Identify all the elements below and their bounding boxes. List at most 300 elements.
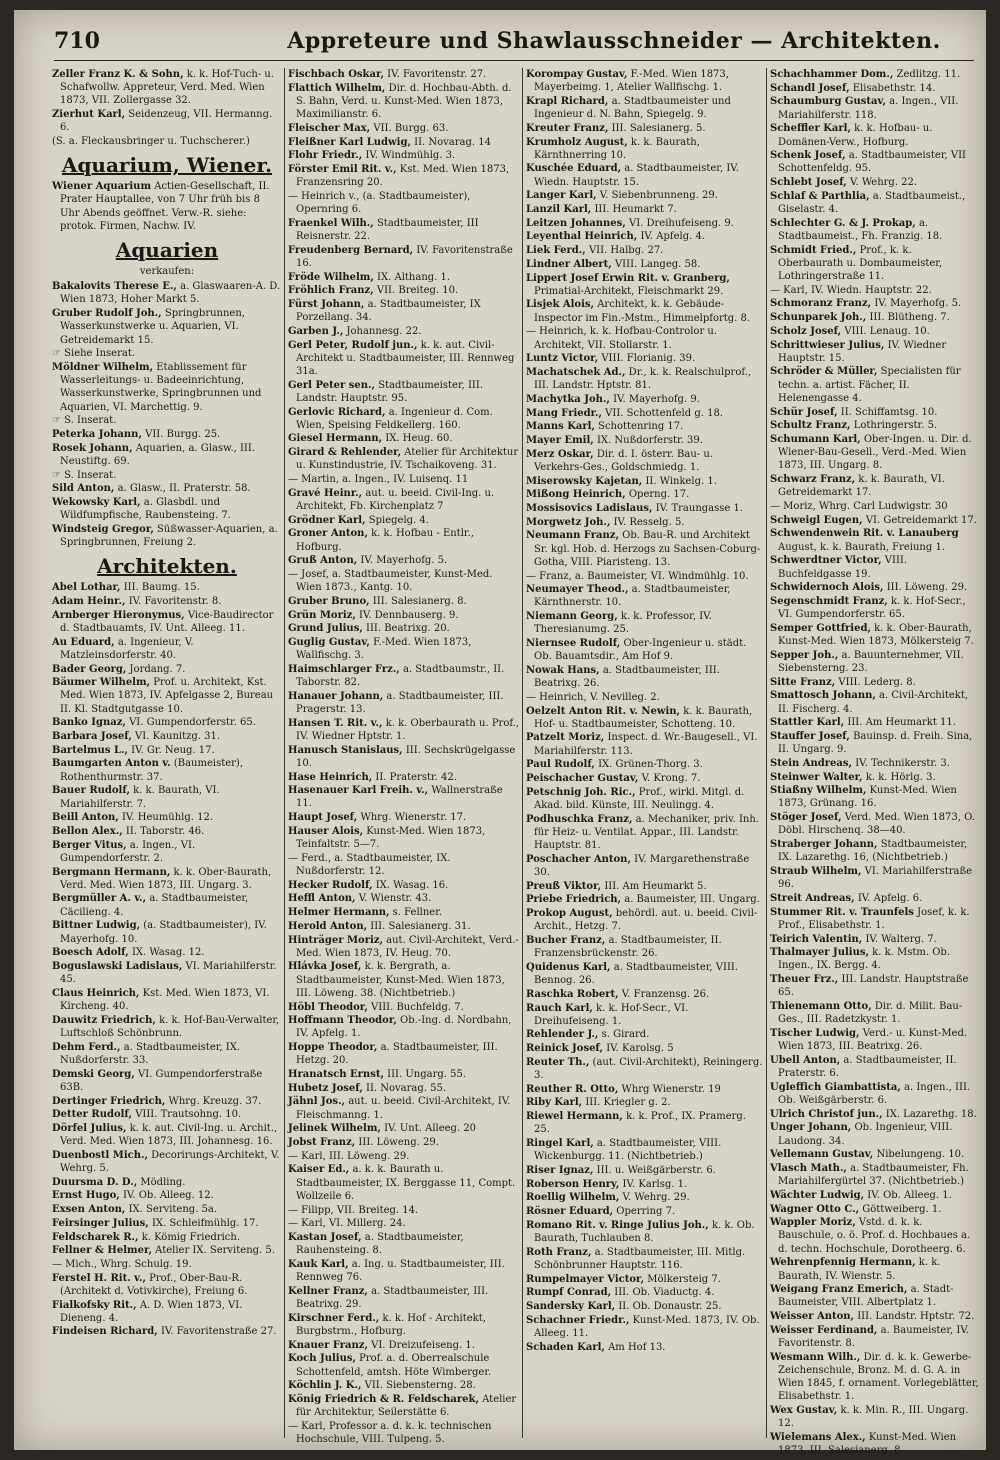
entry-details: VIII. Florianig. 39. [601,353,696,365]
directory-entry [526,1178,764,1191]
entry-name: Thalmayer Julius, [770,947,869,959]
directory-entry [526,1042,764,1055]
directory-entry [52,135,282,148]
entry-details: a. Stadtbaumeist., Giselastr. 4. [778,190,966,216]
entry-name: Kauk Karl, [288,1258,349,1270]
directory-entry [52,1122,282,1148]
entry-details: III. Baumg. 15. [123,582,200,594]
directory-entry [526,813,764,853]
entry-details: k. k. Hof-Tuch- u. Schafwollw. Appreteur, Verd. Med. Wien 1873, VII. Zollergasse 32. [60,69,275,107]
directory-entry [52,716,282,729]
column-divider [522,68,523,1438]
entry-details: VIII. Lenaug. 10. [844,325,930,337]
directory-entry [288,852,520,878]
entry-details: VII. Halbg. 27. [588,245,664,257]
entry-details: VI. Gumpendorferstr. 65. [129,717,256,729]
entry-details: Mölkersteig 7. [647,1273,721,1285]
entry-details: (aut. Civil-Architekt), Reiningerg. 3. [534,1056,763,1082]
entry-name: Ferstel H. Rit. v., [52,1272,146,1284]
directory-entry [52,1299,282,1325]
directory-entry [770,1108,980,1121]
directory-entry [52,1325,282,1338]
entry-details: Dir. d. Milit. Bau-Ges., III. Radetzkystr. 1. [778,1001,963,1026]
entry-name: Rehlender J., [526,1029,599,1041]
entry-name: Schaden Karl, [526,1341,605,1353]
entry-details: s. Girard. [601,1029,650,1041]
entry-name: Straub Wilhelm, [770,865,862,877]
directory-entry [526,366,764,392]
entry-details: — Karl, IV. Wiedn. Hauptstr. 22. [770,284,932,296]
entry-details: a. Glasbdl. und Wildfumpfische, Raubensteing. 7. [60,496,231,522]
entry-name: Bittner Ludwig, [52,920,141,932]
directory-entry [52,180,282,233]
entry-name: Rosek Johann, [52,442,133,454]
entry-name: Garben J., [288,325,344,337]
directory-entry [288,1082,520,1095]
entry-name: Windsteig Gregor, [52,523,154,535]
entry-name: Rumpf Conrad, [526,1287,612,1299]
entry-name: Adam Heinr., [52,596,126,607]
entry-name: Scholz Josef, [770,325,842,337]
directory-entry [52,1217,282,1230]
entry-name: Riby Karl, [526,1097,583,1109]
directory-entry [526,95,764,121]
entry-details: IV. Favoritenstr. 27. [387,69,487,80]
directory-entry [52,1041,282,1067]
entry-name: Hranatsch Ernst, [288,1069,384,1081]
directory-entry [526,1164,764,1177]
directory-entry [770,581,980,594]
entry-details: VIII. Buchfeldg. 7. [371,1001,464,1013]
entry-details: k. k. Baurath, VI. Getreidemarkt 17. [778,474,945,499]
entry-details: IX. Nußdorferstr. 39. [596,434,703,446]
entry-name: Jelinek Wilhelm, [288,1123,381,1135]
entry-name: Theuer Frz., [770,974,839,986]
directory-entry [526,1273,764,1286]
directory-entry [288,68,520,81]
directory-entry [770,149,980,175]
entry-details: III. Ungarg. 55. [387,1069,467,1081]
directory-entry [526,230,764,243]
directory-entry [770,757,980,770]
directory-entry [526,407,764,420]
entry-details: a. k. k. Baurath u. Stadtbaumeister, IX. Berggasse 11, Compt. Wollzeile 6. [296,1164,516,1202]
directory-entry [770,365,980,405]
entry-name: Wagner Otto C., [770,1203,860,1215]
entry-name: Patzelt Moriz, [526,732,605,744]
entry-details: k. k. aut. Civil-Architekt u. Stadtbaumeister, III. Rennweg 31a. [296,339,515,377]
entry-details: — Moriz, Whrg. Carl Ludwigstr. 30 [770,501,948,512]
directory-entry [52,839,282,865]
directory-entry [770,1283,980,1309]
entry-details: k. k. Baurath, Kärnthnerring 10. [534,136,700,161]
entry-details: a. Stadtbaumeist., Fh. Franzig. 18. [778,217,943,242]
entry-details: VIII. Trautsohng. 10. [135,1109,242,1121]
entry-name: Fleißner Karl Ludwig, [288,136,411,148]
directory-entry [288,1420,520,1446]
directory-entry [52,1203,282,1216]
entry-name: Romano Rit. v. Ringe Julius Joh., [526,1219,709,1231]
entry-name: Wächter Ludwig, [770,1189,865,1201]
column-3 [526,68,764,1438]
directory-entry [770,527,980,553]
entry-details: a. Ing. u. Stadtbaumeister, III. Rennweg 76. [296,1258,505,1284]
entry-name: Wappler Moriz, [770,1217,856,1229]
directory-entry [770,433,980,473]
directory-entry [770,933,980,946]
directory-entry [526,488,764,501]
directory-entry [770,1000,980,1026]
entry-details: III. Ob. Viaductg. 4. [614,1287,715,1299]
entry-details: IV. Mayerhofg. 9. [613,393,700,405]
directory-entry [52,919,282,945]
entry-details: k. Kömig Friedrich. [141,1231,241,1243]
directory-entry [526,203,764,216]
directory-entry [770,122,980,148]
entry-details: ☞ S. Inserat. [52,415,117,427]
entry-name: Bauer Rudolf, [52,785,130,797]
entry-details: Dr., k. k. Realschulprof., III. Landstr. Hptstr. 81. [534,366,752,392]
directory-entry [288,663,520,689]
directory-entry [288,1379,520,1392]
entry-details: Seidenzeug, VII. Hermanng. 6. [60,109,273,134]
column-divider [766,68,767,1438]
entry-details: A. D. Wien 1873, VI. Dieneng. 4. [60,1299,243,1324]
entry-name: Dertinger Friedrich, [52,1095,166,1107]
entry-details: VII. Schottenfeld g. 18. [605,407,723,419]
entry-details: a. Stadt-Baumeister, VIII. Albertplatz 1. [778,1284,954,1309]
entry-name: Ugleffich Giambattista, [770,1081,901,1093]
directory-entry [288,432,520,445]
directory-entry [52,442,282,468]
entry-details: — Karl, Professor a. d. k. k. technischen Hochschule, VIII. Tulpeng. 5. [288,1420,492,1446]
entry-name: Stummer Rit. v. Traunfels [770,906,914,918]
directory-entry [770,311,980,324]
column-2 [288,68,520,1446]
entry-details: II. Ob. Donaustr. 25. [618,1300,722,1312]
directory-entry [770,784,980,810]
directory-entry [288,825,520,851]
directory-entry [526,880,764,893]
entry-details: VII. Breiteg. 10. [376,285,459,297]
entry-name: Machytka Joh., [526,393,610,405]
entry-name: Weisser Ferdinand, [770,1324,878,1336]
entry-details: k. k. Hof-Secr., VI. Dreihufeiseng. 1. [534,1002,689,1027]
directory-entry [526,610,764,636]
entry-details: VI. Dreizufeiseng. 1. [371,1339,475,1351]
directory-entry [52,676,282,716]
entry-details: II. Novarag. 14 [414,136,491,148]
directory-entry [288,1041,520,1067]
entry-name: Claus Heinrich, [52,987,140,999]
entry-details: a. Stadtbaumeister, III. Pragerstr. 13. [296,690,504,716]
directory-entry [288,1339,520,1352]
entry-details: k. k. Bergrath, a. Stadtbaumeister, Kunst-Med. Wien 1873, III. Löweng. 38. (Nichtbetrieb.) [296,961,505,999]
entry-name: Lindner Albert, [526,258,612,270]
entry-details: IV. Dennbauserg. 9. [359,609,459,621]
entry-name: Fürst Johann, [288,298,365,310]
directory-entry [52,1189,282,1202]
entry-details: V. Wehrg. 29. [622,1192,690,1204]
entry-name: Lippert Josef Erwin Rit. v. Granberg, [526,272,730,284]
entry-details: Architekt, k. k. Gebäude-Inspector im Fin.-Mstm., Himmelpfortg. 8. [534,299,751,324]
entry-name: Unger Johann, [770,1122,852,1134]
directory-entry [288,284,520,297]
entry-name: Flohr Friedr., [288,150,363,162]
directory-entry [526,691,764,704]
directory-entry [288,1352,520,1378]
section-subtitle-aquarien: verkaufen: [139,266,195,278]
entry-details: (a. Stadtbaumeister), IV. Mayerhofg. 10. [60,920,267,945]
directory-entry [770,906,980,932]
entry-details: k. k. Hof - Architekt, Burgbstrm., Hofburg. [296,1312,486,1337]
entry-name: Boguslawski Ladislaus, [52,960,183,972]
directory-entry [526,136,764,162]
entry-details: Ob. Ingenieur, VIII. Laudong. 34. [778,1122,953,1147]
entry-details: a. Ingen., VII. Mariahilferstr. 118. [778,96,959,121]
directory-entry [52,1014,282,1040]
entry-name: Schunparek Joh., [770,312,867,324]
entry-name: Krapl Richard, [526,95,609,107]
directory-entry [288,1393,520,1419]
entry-name: Groner Anton, [288,528,368,540]
entry-name: Podhuschka Franz, [526,813,633,825]
entry-details: Zedlitzg. 11. [896,69,961,80]
appreteure-entries [52,68,282,148]
entry-name: Fraenkel Wilh., [288,217,374,229]
entry-name: Roth Franz, [526,1246,592,1258]
entry-details: VIII. Lederg. 8. [838,676,916,688]
entry-name: Au Eduard, [52,636,115,648]
directory-entry [770,649,980,675]
entry-details: Whrg. Kreuzg. 37. [168,1095,262,1107]
entry-name: Fischbach Oskar, [288,69,384,80]
entry-details: IV. Heumühlg. 12. [121,812,214,824]
entry-details: II. Winkelg. 1. [645,475,717,487]
directory-entry [288,325,520,338]
entry-name: Schröder & Müller, [770,366,878,378]
directory-entry [288,1163,520,1203]
entry-name: Schumann Karl, [770,433,861,445]
directory-entry [770,1324,980,1350]
directory-entry [288,1122,520,1135]
directory-entry [770,419,980,432]
entry-details: k. k. Professor, IV. Theresianumg. 25. [534,611,712,636]
entry-name: Hauser Alois, [288,825,364,837]
directory-entry [526,1341,764,1354]
entry-name: Grödner Karl, [288,514,366,526]
entry-name: Schwarz Franz, [770,474,856,486]
entry-details: Primatial-Architekt, Fleischmarkt 29. [534,285,724,297]
entry-name: Hanauer Johann, [288,690,384,702]
entry-details: II. Praterstr. 42. [375,771,457,783]
entry-details: VI. Getreidemarkt 17. [865,514,977,526]
entry-name: Stiaßny Wilhelm, [770,785,867,797]
directory-entry [288,595,520,608]
entry-name: Schenk Josef, [770,150,846,162]
column-4 [770,68,980,1457]
directory-entry [526,637,764,663]
entry-name: Dehm Ferd., [52,1041,121,1053]
entry-name: Abel Lothar, [52,582,121,594]
directory-entry [770,811,980,837]
entry-details: IV. Wiedner Hauptstr. 15. [778,339,947,364]
entry-name: Gruber Rudolf Joh., [52,308,162,320]
entry-details: s. Fellner. [392,907,443,919]
directory-entry [52,280,282,306]
entry-details: a. Baumeister, IV. Favoritenstr. 8. [778,1324,969,1350]
directory-entry [526,1286,764,1299]
entry-name: Barbara Josef, [52,731,132,743]
directory-entry [770,284,980,297]
entry-name: Priebe Friedrich, [526,894,622,906]
directory-entry [770,1121,980,1147]
directory-entry [526,1028,764,1041]
entry-details: a. Stadtbaumstr., II. Taborstr. 82. [296,663,505,689]
aquarien-entries [52,280,282,549]
entry-name: Mossisovics Ladislaus, [526,503,653,514]
entry-name: Wesmann Wilh., [770,1351,861,1363]
entry-details: a. Bauunternehmer, VII. Siebensterng. 23. [778,649,964,674]
entry-details: k. k. Baurath, IV. Wienstr. 5. [778,1257,941,1282]
entry-name: Peischacher Gustav, [526,773,639,785]
entry-name: Bakalovits Therese E., [52,281,177,293]
directory-entry [526,893,764,906]
entry-name: Stöger Josef, [770,812,842,824]
directory-entry [52,523,282,549]
entry-name: Gerl Peter sen., [288,379,376,391]
entry-details: k. k. Ober-Baurath, Kunst-Med. Wien 1873, Mölkersteig 7. [778,622,974,648]
directory-entry [288,1001,520,1014]
directory-entry [770,1404,980,1430]
entry-details: a. Ingen., III. Ob. Weißgärberstr. 6. [778,1081,971,1106]
entry-name: Schlaf & Parthlia, [770,190,870,202]
entry-details: Elisabethstr. 14. [852,82,936,94]
directory-entry [526,731,764,757]
directory-entry [288,122,520,135]
entry-name: Nowak Hans, [526,664,600,676]
directory-entry [52,347,282,360]
entry-details: III. Blütheng. 7. [869,312,950,324]
entry-name: Manns Karl, [526,421,595,433]
entry-name: Mayer Emil, [526,434,594,446]
entry-details: a. Stadtbaumeister, III. Beatrixg. 29. [296,1285,489,1310]
entry-details: Stadtbaumeister, III Reisnerstr. 22. [296,217,479,242]
entry-details: Ober-Ingenieur u. städt. Ob. Bauamtsdir., Am Hof 9. [534,638,747,663]
directory-entry [288,744,520,770]
entry-details: Whrg. Wienerstr. 17. [360,812,467,824]
entry-details: a. Stadtbaumeister, IV. Wiedn. Hauptstr. 15. [534,163,739,188]
directory-entry [52,1258,282,1271]
directory-entry [52,1095,282,1108]
directory-entry [52,636,282,662]
entry-details: aut. u. beeid. Civil-Architekt, IV. Fleischmanng. 1. [296,1096,511,1121]
entry-details: k. k. Hof-Secr., VI. Gumpendorferstr. 65. [778,595,966,621]
entry-details: a. Glaswaaren-A. D. Wien 1873, Hoher Markt 5. [60,281,281,306]
directory-entry [52,811,282,824]
entry-details: — Franz, a. Baumeister, VI. Windmühlg. 10. [526,570,749,582]
entry-details: a. Glasw., II. Praterstr. 58. [117,483,251,495]
entry-details: III. Salesianerg. 8. [372,595,467,607]
directory-entry [526,352,764,365]
entry-details: ☞ S. Inserat. [52,469,117,481]
entry-details: Spiegelg. 4. [368,514,429,526]
entry-details: IX. Wasag. 16. [375,879,449,891]
directory-entry [288,879,520,892]
entry-name: Jobst Franz, [288,1137,356,1149]
entry-name: Duursma D. D., [52,1176,138,1188]
directory-entry [770,946,980,972]
directory-entry [526,786,764,812]
entry-name: Ringel Karl, [526,1138,594,1150]
entry-details: IV. Karolsg. 5 [606,1043,674,1055]
directory-entry [526,434,764,447]
directory-entry [52,866,282,892]
entry-details: Vstd. d. k. k. Bauschule, o. ö. Prof. d. Hochbaues a. d. techn. Hochschule, Dorotheerg. 6. [778,1217,971,1255]
entry-name: Niernsee Rudolf, [526,638,621,650]
directory-entry [52,663,282,676]
entry-details: — Karl, VI. Millerg. 24. [288,1218,406,1230]
directory-entry [52,595,282,608]
directory-entry [526,325,764,351]
entry-details: k. k. Hof-Bau-Verwalter, Luftschloß Schönbrunn. [60,1014,280,1039]
directory-entry [526,298,764,324]
entry-details: Josef, k. k. Prof., Elisabethstr. 1. [778,906,970,931]
directory-entry [52,1108,282,1121]
directory-entry [770,1256,980,1282]
entry-name: Leyenthal Heinrich, [526,231,638,243]
entry-name: Berger Vitus, [52,839,127,851]
entry-name: Feldscharek R., [52,1231,139,1243]
entry-name: Mißong Heinrich, [526,489,626,501]
directory-entry [288,771,520,784]
entry-details: VIII. Buchfeldgasse 19. [778,555,908,580]
entry-name: Weisser Anton, [770,1311,855,1323]
entry-details: Kunst-Med. 1873, IV. Ob. Alleeg. 11. [534,1314,760,1339]
entry-name: Fellner & Helmer, [52,1245,152,1257]
directory-entry [526,1205,764,1218]
directory-entry [52,307,282,347]
directory-entry [526,988,764,1001]
entry-name: Schachhammer Dom., [770,69,894,80]
entry-name: Hoppe Theodor, [288,1042,378,1054]
entry-name: Bellon Alex., [52,825,123,837]
directory-entry [52,482,282,495]
directory-entry [526,1300,764,1313]
directory-entry [288,609,520,622]
entry-details: a. Stadtbaumeister, III. Mitlg. Schönbrunner Hauptstr. 116. [534,1246,746,1271]
entry-details: F.-Med. Wien 1873, Mayerbeimg. 1, Atelier Wallfischg. 1. [534,69,729,94]
entry-details: Johannesg. 22. [346,325,422,337]
directory-entry [52,1231,282,1244]
directory-entry [770,1310,980,1323]
entry-name: Schultz Franz, [770,420,851,432]
entry-name: Duenbostl Mich., [52,1149,148,1161]
directory-entry [52,730,282,743]
entry-name: Lanzil Karl, [526,204,592,216]
entry-name: Korompay Gustav, [526,69,628,80]
entry-details: VI. Mariahilferstraße 96. [778,865,973,891]
entry-name: Schandl Josef, [770,82,850,94]
directory-entry [526,1219,764,1245]
entry-details: a. Stadtbaumeister, Fh. Mariahilfergürtel 37. (Nichtbetrieb.) [778,1162,969,1188]
entry-details: VI. Dreihufeiseng. 9. [628,217,734,229]
entry-name: Lisjek Alois, [526,299,594,311]
entry-details: III. Heumarkt 7. [594,204,677,216]
directory-entry [526,758,764,771]
entry-details: IX. Serviteng. 5a. [128,1204,218,1216]
entry-details: IV. Mayerhofg. 5. [360,555,448,567]
